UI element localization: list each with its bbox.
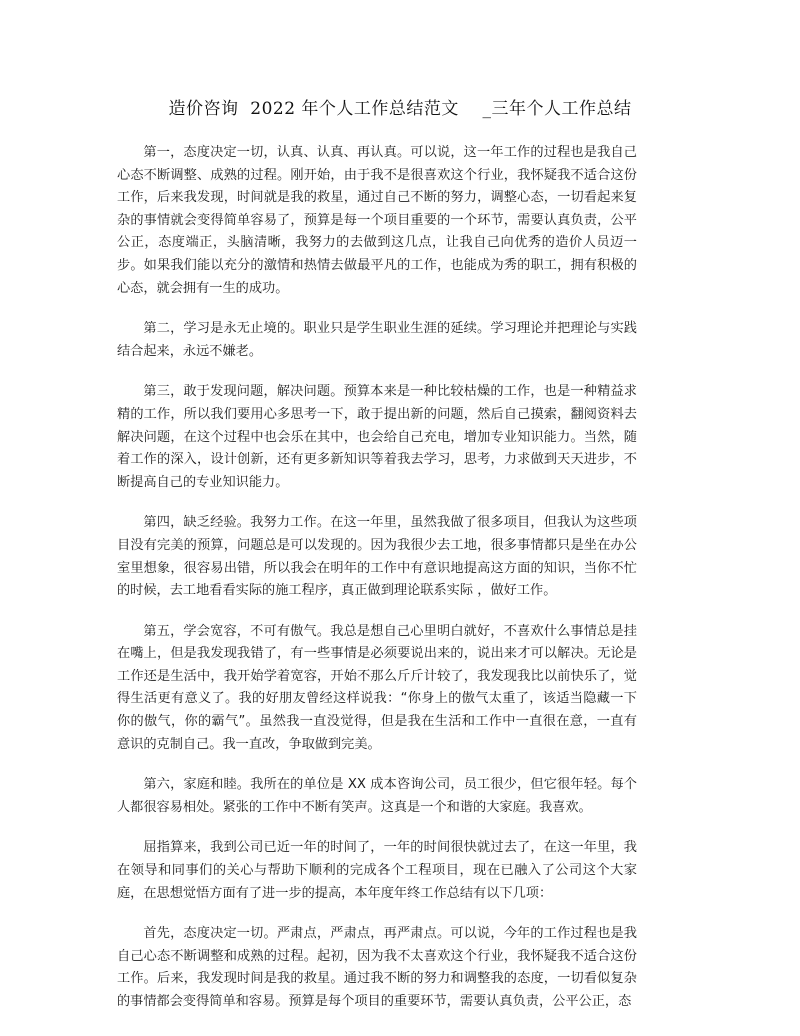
document-title: 造价咨询 2022 年个人工作总结范文 _三年个人工作总结 bbox=[168, 99, 632, 119]
paragraph-2: 第二，学习是永无止境的。职业只是学生职业生涯的延续。学习理论并把理论与实践结合起来，永远不嫌老。 bbox=[117, 321, 637, 359]
paragraph-8: 首先，态度决定一切。严肃点，严肃点，再严肃点。可以说，今年的工作过程也是我自己心态不断调整和成熟的过程。起初，因为我不太喜欢这个行业，我怀疑我不适合这份工作。后来，我发现时间是我的救星。通过我不断的努力和调整我的态度，一切看似复杂的事情都会变得简单和容易。预算是每个项目的重要环节，需要认真负责，公平公正，态 bbox=[117, 926, 637, 1009]
paragraph-7: 屈指算来，我到公司已近一年的时间了，一年的时间很快就过去了，在这一年里，我在领导和同事们的关心与帮助下顺利的完成各个工程项目，现在已融入了公司这个大家庭，在思想觉悟方面有了进一步的提高，本年度年终工作总结有以下几项： bbox=[117, 840, 637, 901]
paragraph-6: 第六，家庭和睦。我所在的单位是 XX 成本咨询公司，员工很少，但它很年轻。每个人都很容易相处。紧张的工作中不断有笑声。这真是一个和谐的大家庭。我喜欢。 bbox=[117, 777, 637, 815]
paragraph-3: 第三，敢于发现问题，解决问题。预算本来是一种比较枯燥的工作，也是一种精益求精的工作，所以我们要用心多思考一下，敢于提出新的问题，然后自己摸索，翻阅资料去解决问题，在这个过程中也会乐在其中，也会给自己充电，增加专业知识能力。当然，随着工作的深入，设计创新，还有更多新知识等着我去学习，思考，力求做到天天进步，不断提高自己的专业知识能力。 bbox=[117, 384, 637, 490]
paragraph-4: 第四，缺乏经验。我努力工作。在这一年里，虽然我做了很多项目，但我认为这些项目没有完美的预算，问题总是可以发现的。因为我很少去工地，很多事情都只是坐在办公室里想象，很容易出错，所以我会在明年的工作中有意识地提高这方面的知识，当你不忙的时候，去工地看看实际的施工程序，真正做到理论联系实际 ，做好工作。 bbox=[117, 515, 637, 599]
document-body bbox=[117, 142, 637, 1032]
paragraph-5: 第五，学会宽容，不可有傲气。我总是想自己心里明白就好，不喜欢什么事情总是挂在嘴上，但是我发现我错了，有一些事情是必须要说出来的，说出来才可以解决。无论是工作还是生活中，我开始学着宽容，开始不那么斤斤计较了，我发现我比以前快乐了，觉得生活更有意义了。我的好朋友曾经这样说我：“你身上的傲气太重了，该适当隐藏一下你的傲气，你的霸气”。虽然我一直没觉得，但是我在生活和工作中一直很在意，一直有意识的克制自己。我一直改，争取做到完美。 bbox=[117, 623, 637, 752]
paragraph-1: 第一，态度决定一切，认真、认真、再认真。可以说，这一年工作的过程也是我自己心态不断调整、成熟的过程。刚开始，由于我不是很喜欢这个行业，我怀疑我不适合这份工作，后来我发现，时间就是我的救星，通过自己不断的努力，调整心态，一切看起来复杂的事情就会变得简单容易了，预算是每一个项目重要的一个环节，需要认真负责，公平公正，态度端正，头脑清晰，我努力的去做到这几点，让我自己向优秀的造价人员迈一步。如果我们能以充分的激情和热情去做最平凡的工作，也能成为秀的职工，拥有积极的心态，就会拥有一生的成功。 bbox=[117, 145, 637, 296]
